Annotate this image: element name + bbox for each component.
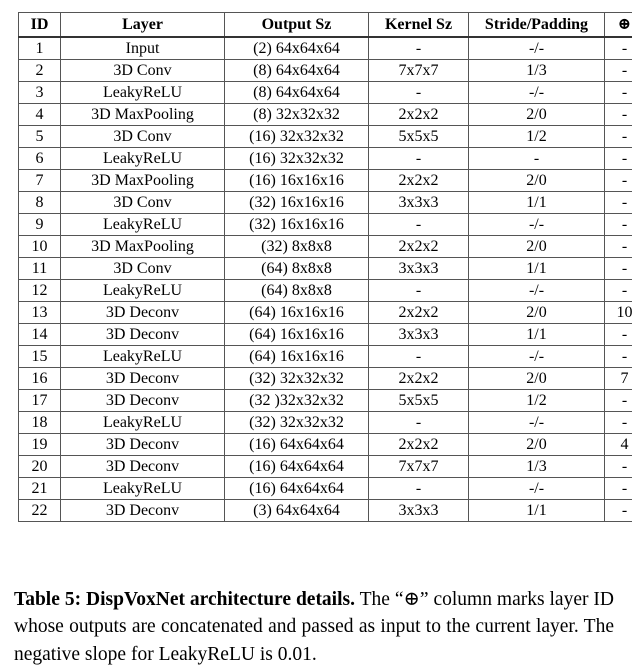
cell-layer: 3D Deconv	[61, 390, 225, 412]
cell-output-size: (8) 64x64x64	[225, 60, 369, 82]
table-row	[19, 37, 632, 60]
cell-stride-padding: 1/3	[469, 60, 605, 82]
cell-stride-padding: 2/0	[469, 368, 605, 390]
cell-stride-padding: -/-	[469, 346, 605, 368]
cell-stride-padding: 1/3	[469, 456, 605, 478]
cell-output-size: (64) 16x16x16	[225, 302, 369, 324]
cell-id: 16	[19, 368, 61, 390]
cell-stride-padding: -/-	[469, 37, 605, 60]
cell-output-size: (3) 64x64x64	[225, 500, 369, 522]
cell-kernel-size: 5x5x5	[369, 126, 469, 148]
cell-layer: LeakyReLU	[61, 82, 225, 104]
header-concat-symbol: ⊕	[605, 13, 632, 38]
cell-concat: 7	[605, 368, 632, 390]
cell-output-size: (16) 64x64x64	[225, 434, 369, 456]
cell-id: 12	[19, 280, 61, 302]
cell-output-size: (8) 32x32x32	[225, 104, 369, 126]
table-row	[19, 412, 632, 434]
cell-kernel-size: 2x2x2	[369, 302, 469, 324]
table-row	[19, 60, 632, 82]
table-row	[19, 500, 632, 522]
cell-concat: -	[605, 192, 632, 214]
cell-kernel-size: 3x3x3	[369, 258, 469, 280]
cell-stride-padding: 2/0	[469, 302, 605, 324]
table-header-row	[19, 13, 632, 38]
table-row	[19, 236, 632, 258]
table-row	[19, 126, 632, 148]
cell-kernel-size: 3x3x3	[369, 500, 469, 522]
cell-stride-padding: -/-	[469, 214, 605, 236]
cell-concat: -	[605, 478, 632, 500]
table-row	[19, 280, 632, 302]
table-row	[19, 258, 632, 280]
cell-layer: 3D Conv	[61, 126, 225, 148]
cell-kernel-size: 7x7x7	[369, 456, 469, 478]
cell-concat: -	[605, 258, 632, 280]
cell-output-size: (32 )32x32x32	[225, 390, 369, 412]
cell-layer: 3D Deconv	[61, 302, 225, 324]
architecture-table	[18, 12, 632, 522]
cell-id: 2	[19, 60, 61, 82]
cell-layer: 3D Deconv	[61, 324, 225, 346]
cell-layer: 3D Deconv	[61, 456, 225, 478]
cell-layer: 3D Deconv	[61, 434, 225, 456]
cell-kernel-size: -	[369, 280, 469, 302]
cell-kernel-size: 2x2x2	[369, 170, 469, 192]
caption-label: Table 5: DispVoxNet architecture details.	[14, 589, 355, 610]
cell-id: 8	[19, 192, 61, 214]
cell-output-size: (64) 8x8x8	[225, 280, 369, 302]
cell-kernel-size: -	[369, 478, 469, 500]
table-caption	[14, 586, 614, 668]
cell-output-size: (2) 64x64x64	[225, 37, 369, 60]
cell-kernel-size: 5x5x5	[369, 390, 469, 412]
cell-kernel-size: -	[369, 37, 469, 60]
cell-kernel-size: -	[369, 214, 469, 236]
cell-concat: 4	[605, 434, 632, 456]
cell-id: 9	[19, 214, 61, 236]
cell-layer: 3D Conv	[61, 60, 225, 82]
cell-layer: 3D MaxPooling	[61, 236, 225, 258]
cell-concat: -	[605, 412, 632, 434]
cell-output-size: (64) 8x8x8	[225, 258, 369, 280]
cell-layer: LeakyReLU	[61, 214, 225, 236]
cell-stride-padding: 2/0	[469, 236, 605, 258]
cell-stride-padding: -/-	[469, 82, 605, 104]
cell-concat: -	[605, 60, 632, 82]
cell-output-size: (32) 16x16x16	[225, 192, 369, 214]
cell-concat: -	[605, 104, 632, 126]
cell-concat: -	[605, 456, 632, 478]
cell-output-size: (16) 32x32x32	[225, 148, 369, 170]
table-row	[19, 434, 632, 456]
cell-stride-padding: 2/0	[469, 434, 605, 456]
cell-layer: LeakyReLU	[61, 478, 225, 500]
cell-id: 10	[19, 236, 61, 258]
cell-id: 13	[19, 302, 61, 324]
cell-id: 11	[19, 258, 61, 280]
cell-concat: -	[605, 324, 632, 346]
table-row	[19, 478, 632, 500]
cell-concat: -	[605, 126, 632, 148]
cell-id: 1	[19, 37, 61, 60]
table-row	[19, 302, 632, 324]
cell-id: 6	[19, 148, 61, 170]
cell-concat: -	[605, 390, 632, 412]
cell-concat: -	[605, 346, 632, 368]
table-body	[19, 37, 632, 522]
cell-id: 7	[19, 170, 61, 192]
cell-layer: LeakyReLU	[61, 346, 225, 368]
cell-id: 21	[19, 478, 61, 500]
cell-stride-padding: -/-	[469, 412, 605, 434]
cell-kernel-size: 2x2x2	[369, 434, 469, 456]
cell-kernel-size: 7x7x7	[369, 60, 469, 82]
cell-id: 22	[19, 500, 61, 522]
cell-id: 14	[19, 324, 61, 346]
cell-id: 15	[19, 346, 61, 368]
cell-output-size: (32) 8x8x8	[225, 236, 369, 258]
cell-kernel-size: -	[369, 82, 469, 104]
cell-kernel-size: 3x3x3	[369, 192, 469, 214]
cell-concat: -	[605, 82, 632, 104]
cell-layer: 3D Conv	[61, 192, 225, 214]
cell-stride-padding: -	[469, 148, 605, 170]
cell-concat: -	[605, 37, 632, 60]
cell-concat: -	[605, 280, 632, 302]
cell-concat: 10	[605, 302, 632, 324]
caption-text: The “⊕” column marks layer ID whose outputs are concatenated and passed as input to the current layer. The negative slope for LeakyReLU is 0.01.	[14, 589, 614, 665]
table-row	[19, 456, 632, 478]
cell-layer: 3D MaxPooling	[61, 170, 225, 192]
header-id: ID	[19, 13, 61, 38]
cell-layer: LeakyReLU	[61, 148, 225, 170]
cell-output-size: (8) 64x64x64	[225, 82, 369, 104]
table-row	[19, 368, 632, 390]
cell-output-size: (32) 32x32x32	[225, 412, 369, 434]
cell-layer: 3D MaxPooling	[61, 104, 225, 126]
cell-concat: -	[605, 236, 632, 258]
cell-id: 3	[19, 82, 61, 104]
header-stride-padding: Stride/Padding	[469, 13, 605, 38]
table-row	[19, 214, 632, 236]
cell-stride-padding: 1/1	[469, 258, 605, 280]
cell-output-size: (16) 32x32x32	[225, 126, 369, 148]
cell-stride-padding: -/-	[469, 478, 605, 500]
cell-kernel-size: 3x3x3	[369, 324, 469, 346]
cell-concat: -	[605, 170, 632, 192]
cell-id: 5	[19, 126, 61, 148]
cell-output-size: (64) 16x16x16	[225, 324, 369, 346]
table-row	[19, 82, 632, 104]
cell-id: 4	[19, 104, 61, 126]
cell-layer: 3D Deconv	[61, 500, 225, 522]
cell-output-size: (16) 16x16x16	[225, 170, 369, 192]
table-row	[19, 170, 632, 192]
cell-kernel-size: -	[369, 346, 469, 368]
cell-layer: LeakyReLU	[61, 412, 225, 434]
table-row	[19, 324, 632, 346]
cell-kernel-size: 2x2x2	[369, 368, 469, 390]
cell-kernel-size: 2x2x2	[369, 104, 469, 126]
table-row	[19, 148, 632, 170]
cell-output-size: (32) 16x16x16	[225, 214, 369, 236]
cell-id: 19	[19, 434, 61, 456]
cell-layer: 3D Deconv	[61, 368, 225, 390]
cell-concat: -	[605, 500, 632, 522]
cell-stride-padding: 1/2	[469, 390, 605, 412]
cell-kernel-size: -	[369, 412, 469, 434]
cell-stride-padding: 2/0	[469, 170, 605, 192]
table-row	[19, 390, 632, 412]
cell-id: 20	[19, 456, 61, 478]
cell-id: 17	[19, 390, 61, 412]
header-output-size: Output Sz	[225, 13, 369, 38]
cell-stride-padding: 2/0	[469, 104, 605, 126]
table-row	[19, 346, 632, 368]
table-row	[19, 104, 632, 126]
cell-output-size: (64) 16x16x16	[225, 346, 369, 368]
cell-concat: -	[605, 214, 632, 236]
table-row	[19, 192, 632, 214]
header-layer: Layer	[61, 13, 225, 38]
cell-stride-padding: 1/1	[469, 192, 605, 214]
cell-stride-padding: 1/1	[469, 500, 605, 522]
header-kernel-size: Kernel Sz	[369, 13, 469, 38]
cell-layer: LeakyReLU	[61, 280, 225, 302]
cell-stride-padding: -/-	[469, 280, 605, 302]
cell-output-size: (32) 32x32x32	[225, 368, 369, 390]
cell-layer: 3D Conv	[61, 258, 225, 280]
cell-kernel-size: -	[369, 148, 469, 170]
cell-kernel-size: 2x2x2	[369, 236, 469, 258]
cell-output-size: (16) 64x64x64	[225, 456, 369, 478]
cell-stride-padding: 1/2	[469, 126, 605, 148]
cell-stride-padding: 1/1	[469, 324, 605, 346]
cell-concat: -	[605, 148, 632, 170]
cell-id: 18	[19, 412, 61, 434]
cell-layer: Input	[61, 37, 225, 60]
cell-output-size: (16) 64x64x64	[225, 478, 369, 500]
